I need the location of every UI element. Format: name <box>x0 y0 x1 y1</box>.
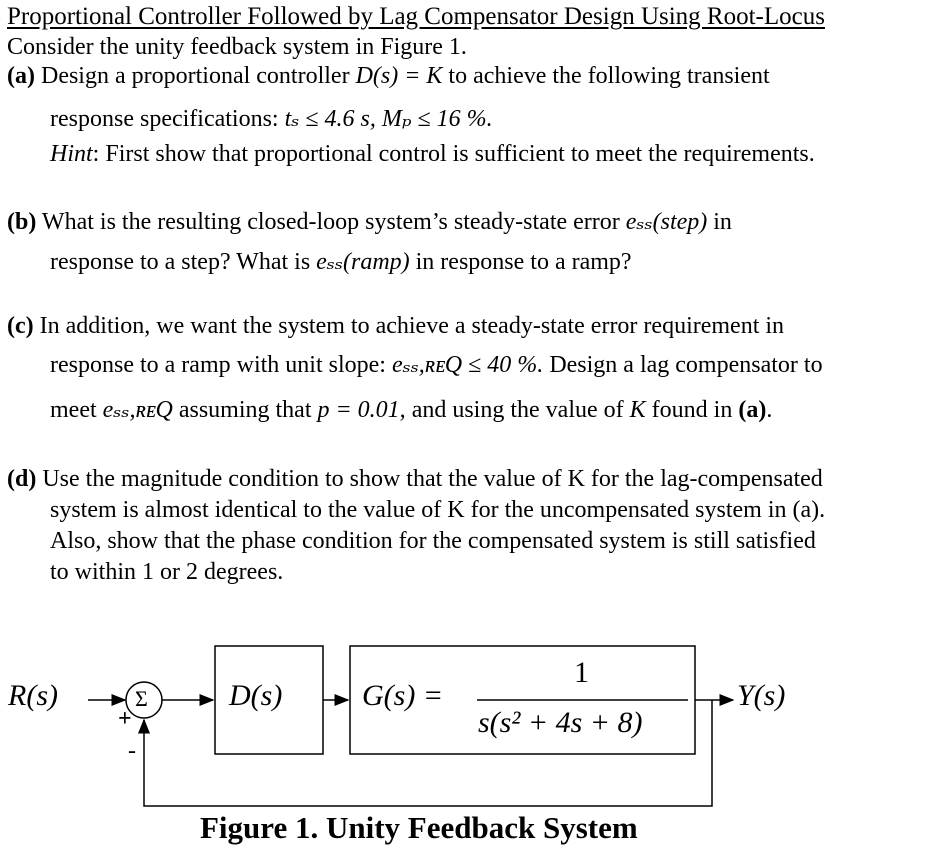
intro-text: Consider the unity feedback system in Figure 1. <box>7 34 467 60</box>
part-d-line1: (d) Use the magnitude condition to show that the value of K for the lag-compensated <box>7 466 823 492</box>
part-b-line1: (b) What is the resulting closed-loop system’s steady-state error eₛₛ(step) in <box>7 209 732 235</box>
part-c-line3: meet eₛₛ,ʀᴇQ assuming that p = 0.01, and using the value of K found in (a). <box>50 397 773 423</box>
part-a-line1: (a) Design a proportional controller D(s) = K to achieve the following transient <box>7 63 770 89</box>
transient-spec: tₛ ≤ 4.6 s, Mₚ ≤ 16 %. <box>284 106 493 132</box>
part-c-line1: (c) In addition, we want the system to achieve a steady-state error requirement in <box>7 313 785 339</box>
part-d-line2: system is almost identical to the value of K for the uncompensated system in (a). <box>50 497 826 523</box>
sum-symbol: Σ <box>135 686 148 711</box>
part-a-line2: response specifications: tₛ ≤ 4.6 s, Mₚ ≤ 16 %. <box>50 106 493 132</box>
part-a-hint: Hint: First show that proportional control is sufficient to meet the requirements. <box>50 141 815 167</box>
hint-label: Hint <box>50 141 93 167</box>
input-label: R(s) <box>8 679 58 712</box>
output-label: Y(s) <box>737 679 786 712</box>
minus-sign: - <box>128 738 136 764</box>
part-c-line2: response to a ramp with unit slope: eₛₛ,ʀᴇQ ≤ 40 %. Design a lag compensator to <box>50 352 823 378</box>
part-b-label: (b) <box>7 209 37 235</box>
page-title: Proportional Controller Followed by Lag Compensator Design Using Root-Locus <box>7 3 825 30</box>
part-c-label: (c) <box>7 313 34 339</box>
controller-label: D(s) <box>229 679 283 712</box>
controller-equation: D(s) = K <box>355 63 443 89</box>
part-a-label: (a) <box>7 63 35 89</box>
part-d-line4: to within 1 or 2 degrees. <box>50 559 284 585</box>
transfer-denominator: s(s² + 4s + 8) <box>478 706 643 739</box>
part-d-label: (d) <box>7 466 37 492</box>
plus-sign: + <box>118 706 132 732</box>
plant-label: G(s) = <box>362 679 444 712</box>
figure-caption: Figure 1. Unity Feedback System <box>200 810 638 845</box>
part-b-line2: response to a step? What is eₛₛ(ramp) in response to a ramp? <box>50 249 632 275</box>
part-d-line3: Also, show that the phase condition for the compensated system is still satisfied <box>50 528 816 554</box>
transfer-numerator: 1 <box>574 656 589 689</box>
